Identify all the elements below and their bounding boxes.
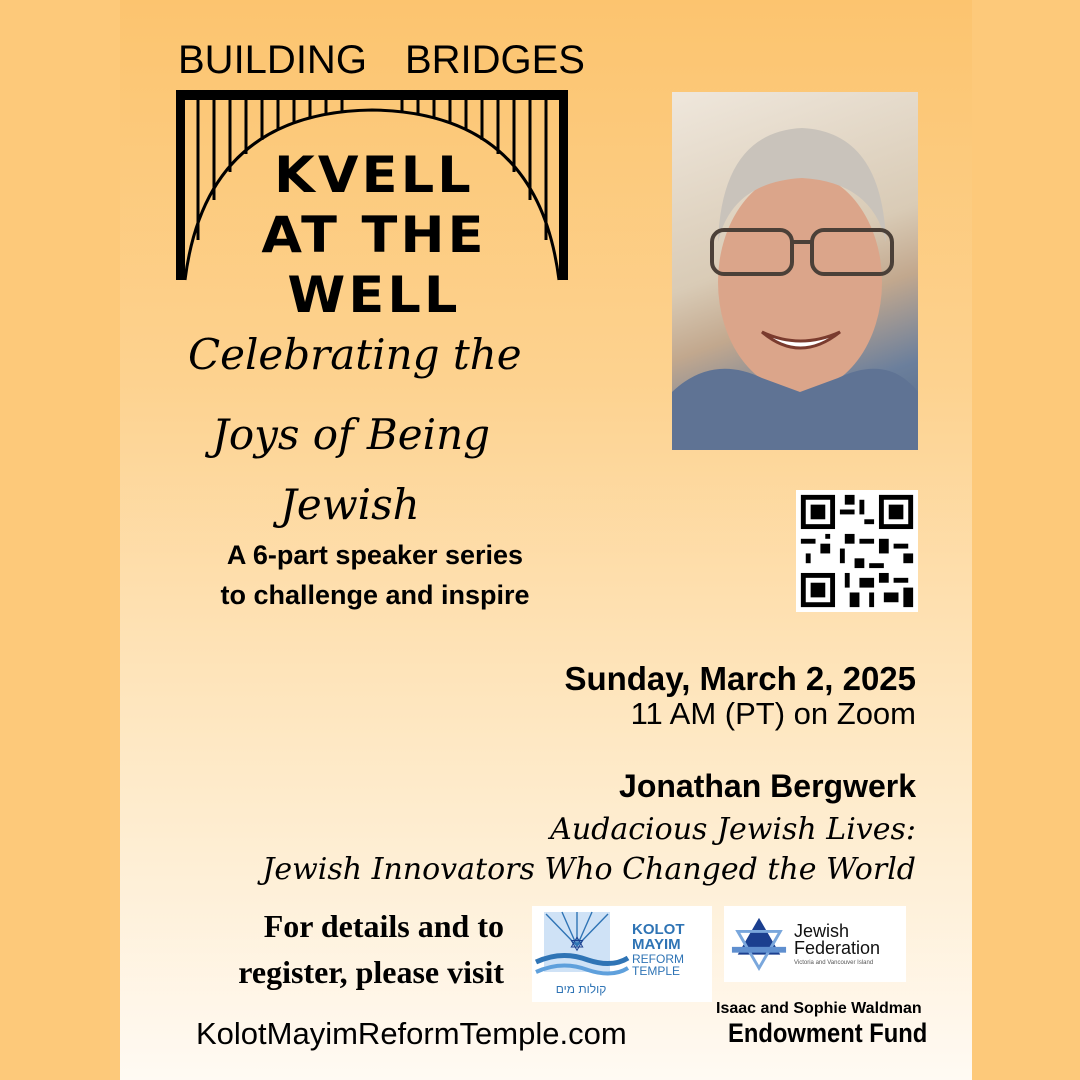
star-of-david-icon xyxy=(730,914,788,972)
talk-title-line-2: Jewish Innovators Who Changed the World xyxy=(262,852,916,887)
kolot-mayim-logo xyxy=(532,906,712,1002)
series-title xyxy=(178,38,585,83)
speaker-portrait xyxy=(672,92,918,450)
qr-code[interactable] xyxy=(796,490,918,612)
event-date: Sunday, March 2, 2025 xyxy=(564,660,916,697)
kolot-word-3: REFORM xyxy=(632,952,684,966)
kvell-line-3: WELL xyxy=(287,266,461,324)
tagline-line-1: Celebrating the xyxy=(188,330,522,379)
poster xyxy=(120,0,972,1080)
federation-word-1: Jewish xyxy=(794,921,850,941)
jewish-federation-logo xyxy=(724,906,906,982)
speaker-name: Jonathan Bergwerk xyxy=(619,768,916,804)
kolot-word-2: MAYIM xyxy=(632,936,681,953)
cta-line-1: For details and to xyxy=(263,908,504,944)
svg-text:✡: ✡ xyxy=(568,932,586,956)
speaker-photo xyxy=(672,92,918,450)
cta-line-2: register, please visit xyxy=(238,954,504,990)
kolot-hebrew: קולות מים xyxy=(555,982,607,996)
endowment-line-1: Isaac and Sophie Waldman xyxy=(716,1000,922,1017)
tagline-line-2: Joys of Being xyxy=(212,410,491,459)
series-title-word1: BUILDING xyxy=(178,38,367,82)
subtitle-line-2: to challenge and inspire xyxy=(220,580,530,610)
endowment-line-2: Endowment Fund xyxy=(728,1018,928,1048)
tagline-line-3: Jewish xyxy=(280,480,420,529)
subtitle-line-1: A 6-part speaker series xyxy=(226,540,524,570)
kolot-word-1: KOLOT xyxy=(632,921,685,938)
talk-title-line-1: Audacious Jewish Lives: xyxy=(550,812,916,847)
kvell-line-2: AT THE xyxy=(261,206,487,264)
series-title-word2: BRIDGES xyxy=(404,38,585,82)
kvell-line-1: KVELL xyxy=(274,146,474,204)
kolot-word-4: TEMPLE xyxy=(632,964,681,978)
event-time: 11 AM (PT) on Zoom xyxy=(630,696,916,731)
federation-word-2: Federation xyxy=(794,938,881,958)
website-link[interactable]: KolotMayimReformTemple.com xyxy=(196,1016,627,1051)
federation-region: Victoria and Vancouver Island xyxy=(794,960,874,966)
